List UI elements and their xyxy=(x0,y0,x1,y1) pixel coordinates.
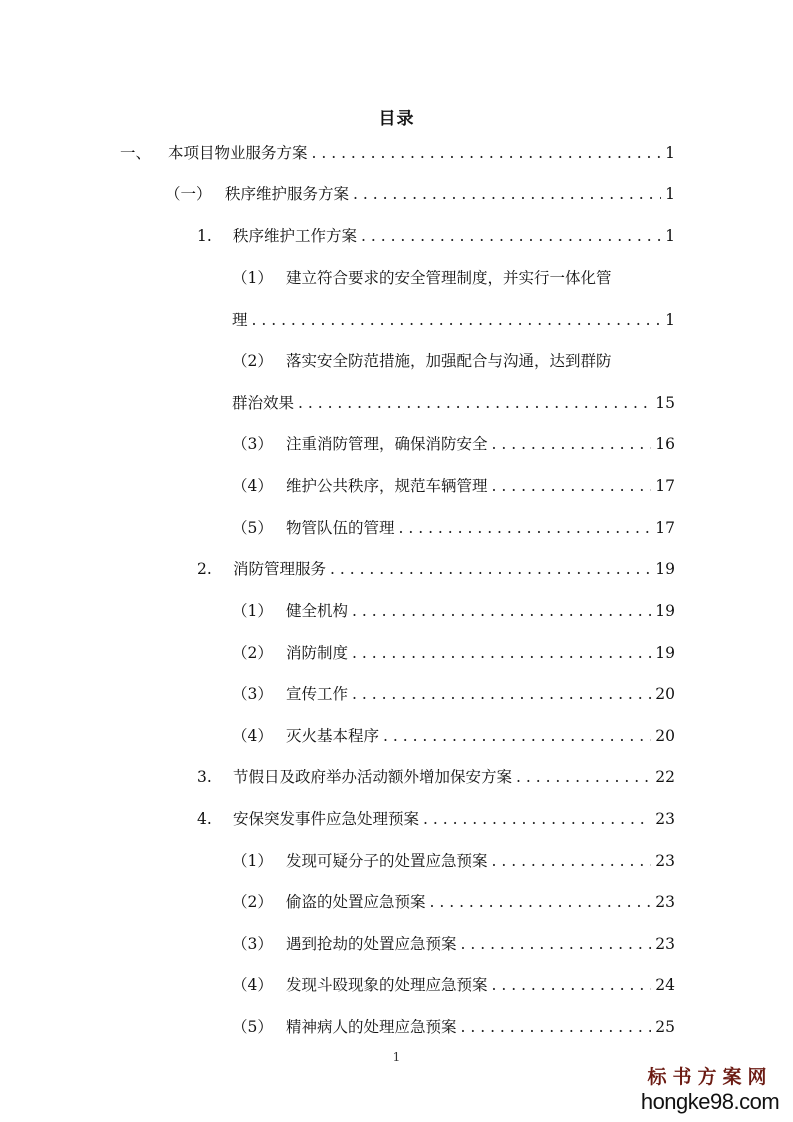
toc-entry-page: 24 xyxy=(655,976,675,994)
dot-leader xyxy=(352,643,651,663)
toc-entry[interactable] xyxy=(232,434,675,454)
toc-entry-page: 19 xyxy=(655,644,675,662)
toc-entry-number: 1. xyxy=(197,227,212,245)
toc-entry[interactable] xyxy=(165,184,675,204)
toc-entry[interactable] xyxy=(232,934,675,954)
dot-leader xyxy=(423,809,651,829)
toc-entry-title: 消防制度 xyxy=(286,644,349,662)
toc-entry-title: 灭火基本程序 xyxy=(286,727,380,745)
dot-leader xyxy=(492,975,652,995)
toc-entry-title: 遇到抢劫的处置应急预案 xyxy=(286,935,457,953)
toc-entry-page: 1 xyxy=(665,144,675,162)
toc-entry[interactable] xyxy=(232,684,675,704)
toc-entry[interactable] xyxy=(120,143,675,163)
toc-entry-page: 1 xyxy=(665,227,675,245)
toc-entry-number: （3） xyxy=(232,685,273,703)
toc-entry[interactable] xyxy=(197,767,675,787)
toc-entry-title: 本项目物业服务方案 xyxy=(168,144,308,162)
toc-entry-title: 秩序维护服务方案 xyxy=(225,185,350,203)
dot-leader xyxy=(516,767,651,787)
toc-entry-title: 发现斗殴现象的处理应急预案 xyxy=(286,976,488,994)
toc-entry-number: （1） xyxy=(232,269,273,287)
toc-entry-title: 安保突发事件应急处理预案 xyxy=(233,810,420,828)
dot-leader xyxy=(353,184,661,204)
toc-entry[interactable] xyxy=(232,643,675,663)
dot-leader xyxy=(492,851,652,871)
toc-entry-number: （一） xyxy=(165,185,212,203)
dot-leader xyxy=(399,518,652,538)
toc-entry-title: 理 xyxy=(232,311,248,329)
toc-entry-continuation[interactable] xyxy=(232,310,675,330)
dot-leader xyxy=(430,892,652,912)
toc-entry-title: 秩序维护工作方案 xyxy=(233,227,358,245)
toc-entry-number: （2） xyxy=(232,352,273,370)
toc-entry-title: 节假日及政府举办活动额外增加保安方案 xyxy=(233,768,513,786)
toc-entry-title: 宣传工作 xyxy=(286,685,349,703)
toc-entry-title: 健全机构 xyxy=(286,602,349,620)
toc-entry-page: 19 xyxy=(655,560,675,578)
toc-entry-page: 23 xyxy=(655,935,675,953)
toc-entry-number: （2） xyxy=(232,644,273,662)
toc-entry-title-line1: 建立符合要求的安全管理制度，并实行一体化管 xyxy=(286,269,612,287)
toc-entry-title: 群治效果 xyxy=(232,394,295,412)
dot-leader xyxy=(492,434,652,454)
toc-entry-page: 1 xyxy=(665,311,675,329)
toc-entry[interactable] xyxy=(232,1017,675,1037)
toc-entry-title-line1: 落实安全防范措施，加强配合与沟通，达到群防 xyxy=(286,352,612,370)
toc-entry-number: （3） xyxy=(232,435,273,453)
toc-entry-page: 23 xyxy=(655,852,675,870)
toc-entry-number: （4） xyxy=(232,976,273,994)
dot-leader xyxy=(352,601,651,621)
toc-entry[interactable] xyxy=(232,851,675,871)
toc-entry-page: 20 xyxy=(655,685,675,703)
toc-entry-page: 17 xyxy=(655,477,675,495)
toc-entry-title: 偷盗的处置应急预案 xyxy=(286,893,426,911)
toc-entry-number: （2） xyxy=(232,893,273,911)
toc-entry-page: 1 xyxy=(665,185,675,203)
toc-entry-title: 消防管理服务 xyxy=(233,560,327,578)
toc-entry[interactable] xyxy=(197,559,675,579)
dot-leader xyxy=(312,143,661,163)
dot-leader xyxy=(461,934,652,954)
toc-entry-number: 一、 xyxy=(120,144,152,162)
toc-entry-page: 15 xyxy=(655,394,675,412)
toc-entry-title: 发现可疑分子的处置应急预案 xyxy=(286,852,488,870)
dot-leader xyxy=(361,226,661,246)
toc-entry-page: 16 xyxy=(655,435,675,453)
toc-entry-number: （3） xyxy=(232,935,273,953)
dot-leader xyxy=(383,726,651,746)
toc-entry-title: 维护公共秩序，规范车辆管理 xyxy=(286,477,488,495)
dot-leader xyxy=(252,310,661,330)
toc-entry-page: 23 xyxy=(655,810,675,828)
toc-entry-number: （4） xyxy=(232,477,273,495)
toc-entry[interactable] xyxy=(232,601,675,621)
toc-entry-page: 22 xyxy=(655,768,675,786)
watermark-logo xyxy=(632,1065,788,1115)
toc-entry-number: 3. xyxy=(197,768,212,786)
toc-entry-title: 物管队伍的管理 xyxy=(286,519,395,537)
toc-entry-number: （1） xyxy=(232,852,273,870)
toc-entry[interactable] xyxy=(232,518,675,538)
toc-entry[interactable] xyxy=(232,268,675,288)
toc-entry[interactable] xyxy=(197,809,675,829)
toc-entry-page: 20 xyxy=(655,727,675,745)
toc-entry[interactable] xyxy=(232,351,675,371)
dot-leader xyxy=(352,684,651,704)
page-number: 1 xyxy=(392,1050,401,1064)
toc-entry-page: 25 xyxy=(655,1018,675,1036)
toc-entry[interactable] xyxy=(232,975,675,995)
toc-entry[interactable] xyxy=(197,226,675,246)
toc-entry-continuation[interactable] xyxy=(232,393,675,413)
toc-entry-page: 19 xyxy=(655,602,675,620)
toc-entry-number: （5） xyxy=(232,1018,273,1036)
toc-entry-title: 精神病人的处理应急预案 xyxy=(286,1018,457,1036)
watermark-name: 标书方案网 xyxy=(647,1066,773,1088)
toc-entry-number: （4） xyxy=(232,727,273,745)
toc-entry-number: （1） xyxy=(232,602,273,620)
dot-leader xyxy=(330,559,651,579)
toc-entry-page: 23 xyxy=(655,893,675,911)
watermark-url: hongke98.com xyxy=(640,1089,780,1114)
dot-leader xyxy=(492,476,652,496)
toc-entry-number: 2. xyxy=(197,560,212,578)
toc-entry[interactable] xyxy=(232,726,675,746)
dot-leader xyxy=(298,393,651,413)
toc-entry-number: 4. xyxy=(197,810,212,828)
toc-entry-title: 注重消防管理，确保消防安全 xyxy=(286,435,488,453)
toc-entry[interactable] xyxy=(232,892,675,912)
toc-entry[interactable] xyxy=(232,476,675,496)
page-title: 目录 xyxy=(378,109,415,129)
toc-entry-page: 17 xyxy=(655,519,675,537)
dot-leader xyxy=(461,1017,652,1037)
toc-entry-number: （5） xyxy=(232,519,273,537)
